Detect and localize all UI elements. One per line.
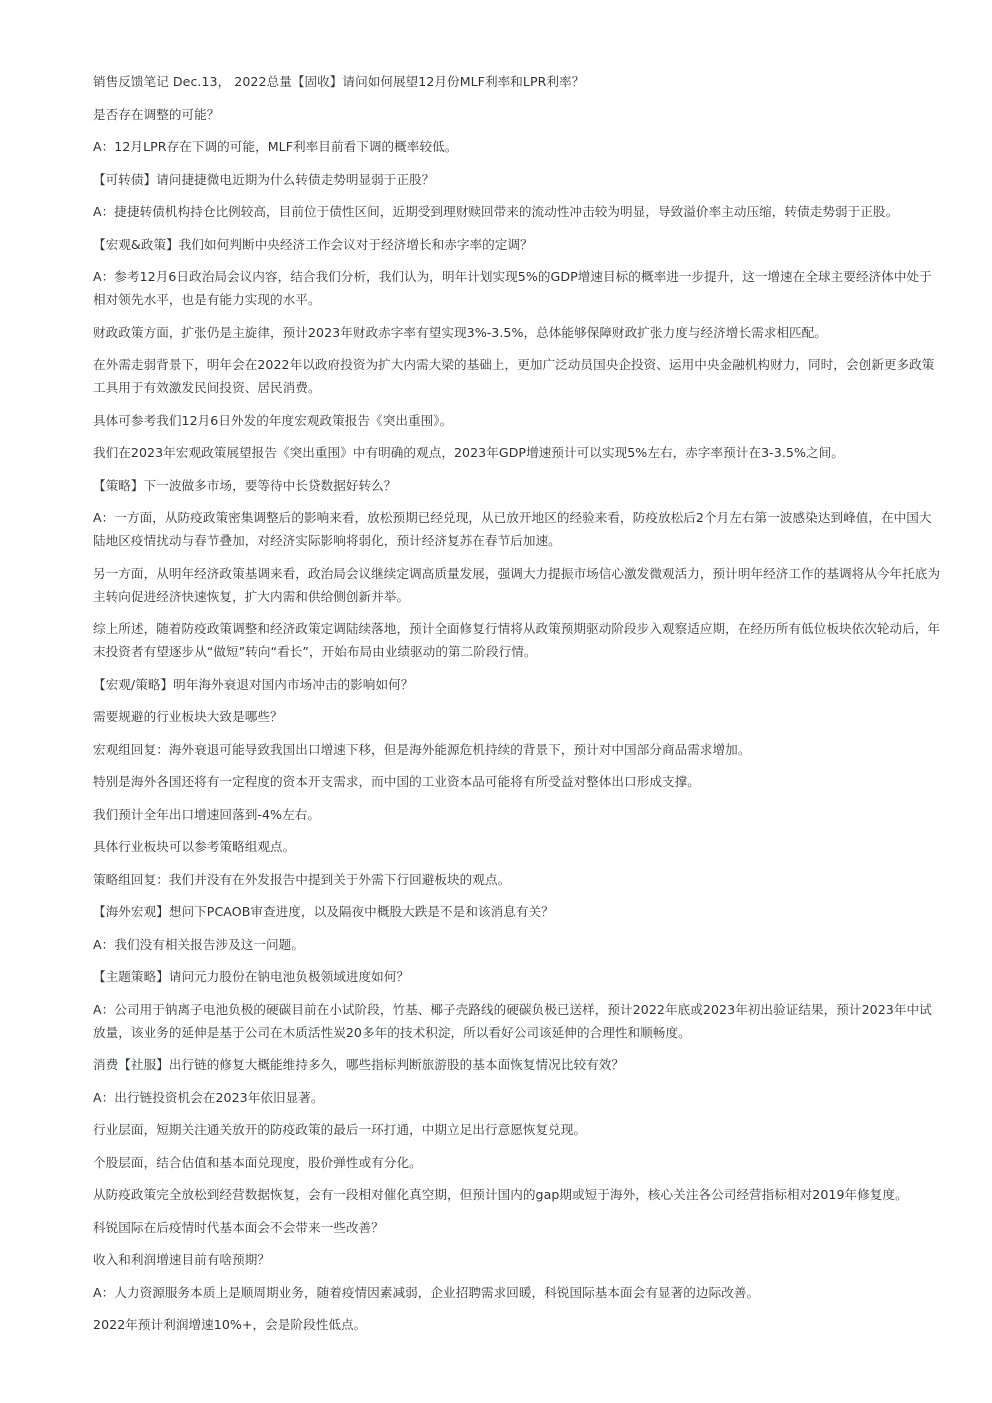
paragraph: 是否存在调整的可能？ — [93, 106, 220, 122]
paragraph: 【策略】下一波做多市场，要等待中长贷数据好转么？ — [93, 477, 397, 493]
paragraph: 我们在2023年宏观政策展望报告《突出重围》中有明确的观点，2023年GDP增速预计可以实现5%左右，赤字率预计在3-3.5%之间。 — [93, 445, 844, 460]
paragraph: A：人力资源服务本质上是顺周期业务，随着疫情因素减弱，企业招聘需求回暖，科锐国际基本面会有显著的边际改善。 — [93, 1284, 760, 1300]
paragraph: 2022年预计利润增速10%+，会是阶段性低点。 — [93, 1317, 367, 1332]
paragraph: 【宏观&政策】我们如何判断中央经济工作会议对于经济增长和赤字率的定调？ — [93, 236, 533, 252]
paragraph: A：参考12月6日政治局会议内容，结合我们分析，我们认为，明年计划实现5%的GDP增速目标的概率进一步提升，这一增速在全球主要经济体中处于相对领先水平，也是有能力实现的水平。 — [93, 269, 932, 307]
paragraph: 综上所述，随着防疫政策调整和经济政策定调陆续落地，预计全面修复行情将从政策预期驱动阶段步入观察适应期，在经历所有低位板块依次轮动后，年末投资者有望逐步从“做短”转向“看长”，开始布局由业绩驱动的第二阶段行情。 — [93, 621, 941, 659]
paragraph: 收入和利润增速目前有啥预期？ — [93, 1252, 271, 1267]
paragraph: A：一方面，从防疫政策密集调整后的影响来看，放松预期已经兑现，从已放开地区的经验来看，防疫放松后2个月左右第一波感染达到峰值，在中国大陆地区疫情扰动与春节叠加，对经济实际影响将弱化，预计经济复苏在春节后加速。 — [93, 510, 932, 548]
paragraph: A：捷捷转债机构持仓比例较高，目前位于债性区间，近期受到理财赎回带来的流动性冲击较为明显，导致溢价率主动压缩，转债走势弱于正股。 — [93, 204, 899, 219]
paragraph: 具体可参考我们12月6日外发的年度宏观政策报告《突出重围》。 — [93, 412, 453, 428]
paragraph: 【宏观/策略】明年海外衰退对国内市场冲击的影响如何？ — [93, 676, 414, 692]
paragraph: 消费【社服】出行链的修复大概能维持多久，哪些指标判断旅游股的基本面恢复情况比较有效？ — [93, 1057, 625, 1072]
paragraph-title: 销售反馈笔记 Dec.13， 2022总量【固收】请问如何展望12月份MLF利率和LPR利率？ — [93, 74, 585, 89]
paragraph: 从防疫政策完全放松到经营数据恢复，会有一段相对催化真空期，但预计国内的gap期或短于海外，核心关注各公司经营指标相对2019年修复度。 — [93, 1187, 908, 1202]
paragraph: 财政政策方面，扩张仍是主旋律，预计2023年财政赤字率有望实现3%-3.5%，总体能够保障财政扩张力度与经济增长需求相匹配。 — [93, 324, 827, 340]
paragraph: 个股层面，结合估值和基本面兑现度，股价弹性或有分化。 — [93, 1154, 422, 1170]
paragraph: 宏观组回复：海外衰退可能导致我国出口增速下移，但是海外能源危机持续的背景下，预计对中国部分商品需求增加。 — [93, 741, 751, 757]
paragraph: A：公司用于钠离子电池负极的硬碳目前在小试阶段，竹基、椰子壳路线的硬碳负极已送样，预计2022年底或2023年初出验证结果，预计2023年中试放量，该业务的延伸是基于公司在木质活性炭20多年的技术积淀，所以看好公司该延伸的合理性和顺畅度。 — [93, 1001, 932, 1040]
paragraph: 【可转债】请问捷捷微电近期为什么转债走势明显弱于正股？ — [93, 171, 435, 187]
paragraph: 另一方面，从明年经济政策基调来看，政治局会议继续定调高质量发展，强调大力提振市场信心激发微观活力，预计明年经济工作的基调将从今年托底为主转向促进经济快速恢复，扩大内需和供给侧创新并举。 — [93, 565, 941, 604]
paragraph: A：我们没有相关报告涉及这一问题。 — [93, 936, 304, 952]
paragraph: A：12月LPR存在下调的可能，MLF利率目前看下调的概率较低。 — [93, 139, 458, 154]
paragraph: 在外需走弱背景下，明年会在2022年以政府投资为扩大内需大梁的基础上，更加广泛动员国央企投资、运用中央金融机构财力，同时，会创新更多政策工具用于有效激发民间投资、居民消费。 — [93, 357, 935, 395]
paragraph: 需要规避的行业板块大致是哪些？ — [93, 709, 283, 724]
paragraph: 我们预计全年出口增速回落到-4%左右。 — [93, 806, 320, 822]
paragraph: 【海外宏观】想问下PCAOB审查进度，以及隔夜中概股大跌是不是和该消息有关？ — [93, 904, 554, 919]
paragraph: A：出行链投资机会在2023年依旧显著。 — [93, 1089, 324, 1105]
paragraph: 【主题策略】请问元力股份在钠电池负极领域进度如何？ — [93, 969, 410, 984]
paragraph: 特别是海外各国还将有一定程度的资本开支需求，而中国的工业资本品可能将有所受益对整体出口形成支撑。 — [93, 774, 700, 789]
paragraph: 行业层面，短期关注通关放开的防疫政策的最后一环打通，中期立足出行意愿恢复兑现。 — [93, 1122, 587, 1137]
paragraph: 策略组回复：我们并没有在外发报告中提到关于外需下行回避板块的观点。 — [93, 871, 511, 887]
paragraph: 具体行业板块可以参考策略组观点。 — [93, 839, 296, 854]
paragraph: 科锐国际在后疫情时代基本面会不会带来一些改善？ — [93, 1219, 384, 1235]
